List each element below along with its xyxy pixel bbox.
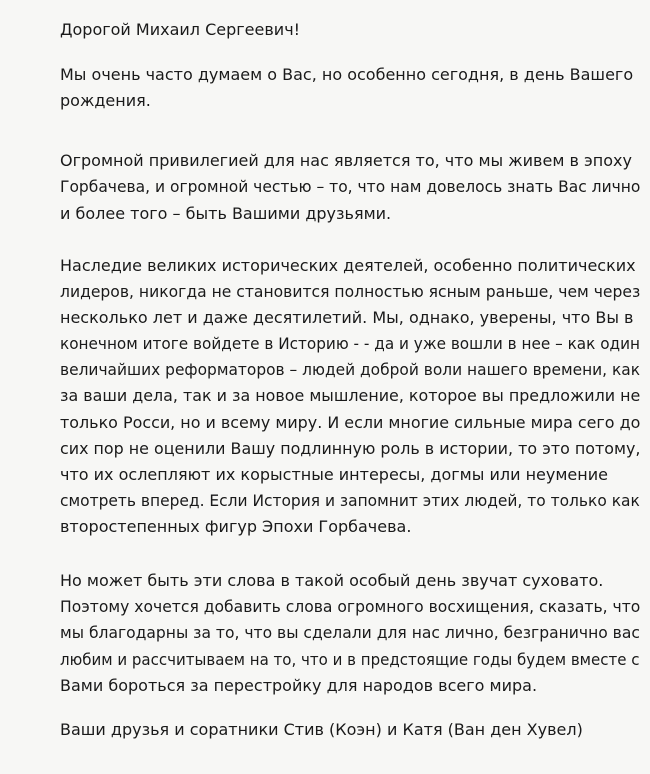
salutation: Дорогой Михаил Сергеевич! [60, 20, 301, 39]
paragraph-line: Горбачева, и огромной честью – то, что нам довелось знать Вас лично [60, 177, 641, 196]
paragraph-line: Но может быть эти слова в такой особый день звучат суховато. [60, 571, 604, 590]
paragraph-line: конечном итоге войдете в Историю - - да и уже вошли в нее – как один [60, 334, 641, 353]
paragraph-line: рождения. [60, 91, 151, 110]
paragraph-line: второстепенных фигур Эпохи Горбачева. [60, 517, 412, 536]
signature: Ваши друзья и соратники Стив (Коэн) и Катя (Ван ден Хувел) [60, 720, 583, 739]
paragraph-line: любим и рассчитываем на то, что и в предстоящие годы будем вместе с [60, 650, 640, 669]
paragraph-line: Огромной привилегией для нас является то, что мы живем в эпоху [60, 151, 632, 170]
paragraph-line: Поэтому хочется добавить слова огромного восхищения, сказать, что [60, 597, 641, 616]
paragraph-line: Наследие великих исторических деятелей, особенно политических [60, 256, 636, 275]
paragraph-line: несколько лет и даже десятилетий. Мы, однако, уверены, что Вы в [60, 308, 634, 327]
paragraph-line: и более того – быть Вашими друзьями. [60, 204, 392, 223]
paragraph-line: смотреть вперед. Если История и запомнит этих людей, то только как [60, 491, 640, 510]
paragraph-line: мы благодарны за то, что вы сделали для нас лично, безгранично вас [60, 623, 640, 642]
paragraph-line: Мы очень часто думаем о Вас, но особенно сегодня, в день Вашего [60, 65, 634, 84]
paragraph-line: за ваши дела, так и за новое мышление, которое вы предложили не [60, 386, 641, 405]
paragraph-line: что их ослепляют их корыстные интересы, догмы или неумение [60, 465, 608, 484]
paragraph-line: Вами бороться за перестройку для народов всего мира. [60, 676, 538, 695]
paragraph-line: сих пор не оценили Вашу подлинную роль в истории, то это потому, [60, 439, 641, 458]
paragraph-line: только Росси, но и всему миру. И если многие сильные мира сего до [60, 413, 641, 432]
paragraph-line: величайших реформаторов – людей доброй воли нашего времени, как [60, 360, 641, 379]
paragraph-line: лидеров, никогда не становится полностью ясным раньше, чем через [60, 282, 641, 301]
